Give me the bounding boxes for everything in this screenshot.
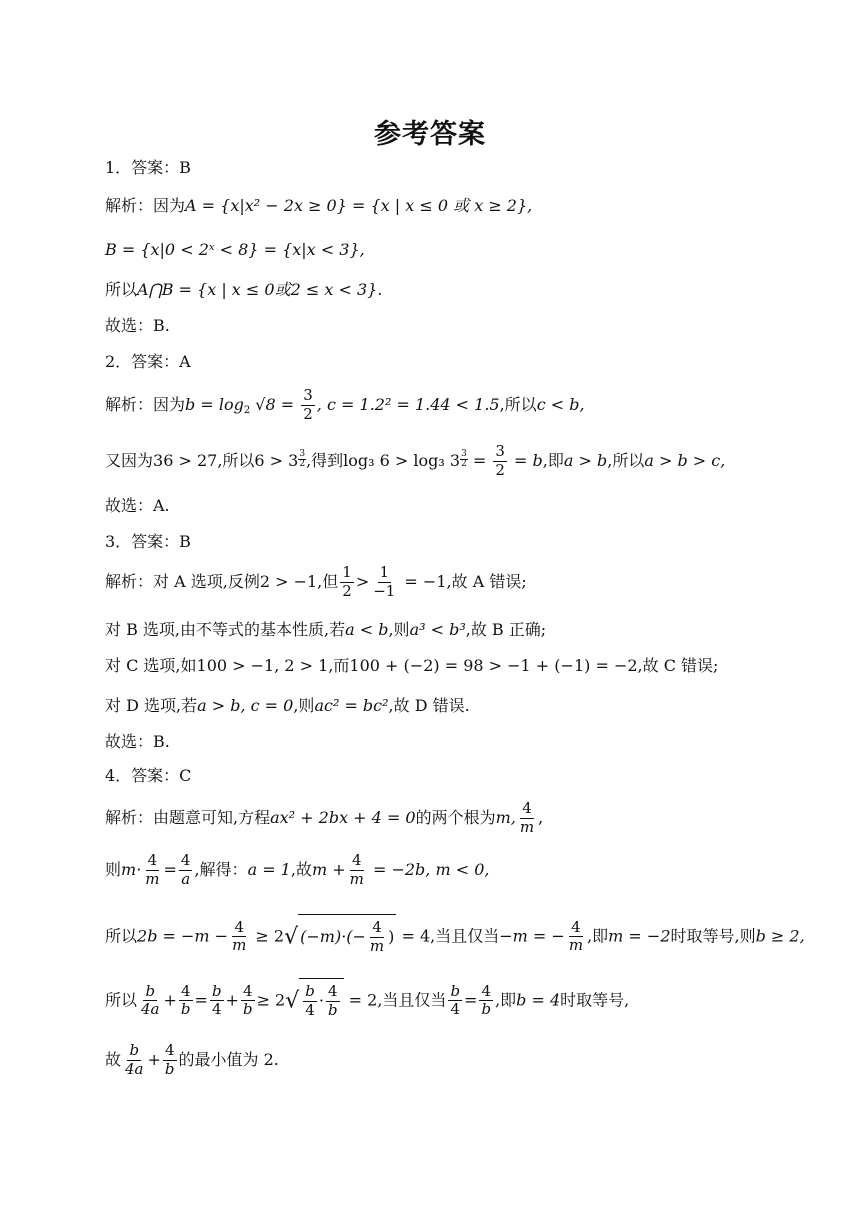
math: m +	[311, 860, 346, 879]
q2-answer: 2．答案：A	[105, 352, 191, 371]
q4-analysis-line3	[105, 914, 805, 960]
math: , c = 1.2² = 1.44 < 1.5	[316, 394, 500, 414]
fraction: $\frac{3}{2}$	[495, 442, 505, 479]
text: 对 B 选项,由不等式的基本性质,若	[105, 620, 346, 639]
text: ,即	[542, 451, 564, 470]
text: ,故	[290, 860, 312, 879]
fraction: $\frac{b}{4a}$	[141, 981, 160, 1019]
math: m = −2	[608, 926, 671, 946]
math-intersection: A⋂B = {x | x ≤ 0或2 ≤ x < 3}.	[137, 280, 383, 299]
math-set-b: B = {x|0 < 2ˣ < 8} = {x|x < 3},	[105, 240, 365, 259]
text: ,故 D 错误.	[388, 696, 470, 715]
q4-conclusion	[105, 1040, 279, 1080]
q1-analysis-line2	[105, 240, 365, 260]
text: ,所以	[217, 451, 255, 470]
text: 所以	[105, 280, 138, 299]
math: ≥ 2	[256, 990, 286, 1010]
q3-answer: 3．答案：B	[105, 532, 191, 551]
text: 解析：因为	[105, 196, 186, 215]
math: = −1	[399, 572, 447, 591]
math: a > b > c,	[644, 451, 726, 470]
q4-answer: 4．答案：C	[105, 766, 192, 785]
math: 2b = −m −	[137, 926, 229, 946]
q4-analysis-line4	[105, 978, 629, 1024]
text: 则	[105, 860, 122, 879]
fraction: $\frac{4}{b}$	[164, 1041, 175, 1078]
text: ,而	[328, 656, 350, 675]
fraction: $\frac{b}{4}$	[211, 981, 222, 1019]
page-title: 参考答案	[374, 119, 486, 150]
math: = b	[508, 451, 543, 470]
math: m·	[121, 860, 142, 879]
math: =	[163, 860, 177, 879]
text: ,解得：	[194, 860, 248, 879]
math: =	[194, 990, 208, 1010]
text: ,则	[293, 696, 315, 715]
math: b = log	[185, 394, 244, 414]
text: ,当且仅当	[430, 926, 500, 946]
math: = 4	[396, 926, 431, 946]
q3-conclusion: 故选：B.	[105, 732, 170, 751]
math: =	[464, 990, 478, 1010]
text: ,当且仅当	[377, 990, 447, 1010]
math: +	[147, 1050, 161, 1069]
math-expr: = {x | x ≤ 0 或 x ≥ 2},	[346, 196, 533, 215]
math: m,	[495, 808, 516, 827]
q3-analysis-line4	[105, 696, 470, 716]
math: = 2	[343, 990, 378, 1010]
fraction: $\frac{1}{2}$	[342, 563, 352, 600]
q1-conclusion: 故选：B.	[105, 316, 170, 335]
q2-conclusion: 故选：A.	[105, 496, 170, 515]
math: +	[225, 990, 239, 1010]
text: ,即	[495, 990, 517, 1010]
fraction: $\frac{4}{b}$	[242, 981, 253, 1019]
text: 时取等号,	[560, 990, 630, 1010]
text: 所以	[105, 926, 138, 946]
text: ,故 C 错误;	[637, 656, 719, 675]
text: 解析：对 A 选项,反例	[105, 572, 260, 591]
math: log₃ 6 > log₃ 3	[343, 451, 461, 470]
fraction: $\frac{4}{m}$	[568, 917, 584, 955]
fraction: $\frac{b}{4a}$	[125, 1041, 144, 1078]
math: ac² = bc²	[314, 696, 389, 715]
text: 故	[105, 1050, 122, 1069]
text: 的最小值为 2.	[178, 1050, 279, 1069]
q2-analysis-line2	[105, 444, 725, 479]
text: 对 C 选项,如	[105, 656, 197, 675]
math: 2 > −1	[259, 572, 318, 591]
fraction: $\frac{4}{a}$	[180, 851, 191, 888]
q2-analysis-line1	[105, 388, 585, 427]
text: 又因为	[105, 451, 154, 470]
fraction: $\frac{4}{m}$	[145, 851, 160, 888]
fraction: $\frac{3}{2}$	[303, 386, 313, 423]
math: = −2b, m < 0,	[367, 860, 490, 879]
text: 对 D 选项,若	[105, 696, 198, 715]
math: a³ < b³	[409, 620, 466, 639]
math: 6 > 3	[254, 451, 299, 470]
fraction: $\frac{1}{-1}$	[373, 563, 396, 600]
fraction: $\frac{4}{m}$	[232, 917, 247, 955]
text: ,故 A 错误;	[446, 572, 527, 591]
math: b ≥ 2,	[755, 926, 805, 946]
math: √8 =	[250, 394, 295, 414]
math: 100 + (−2) = 98 > −1 + (−1) = −2	[349, 656, 638, 675]
math: a > b, c = 0	[197, 696, 294, 715]
sqrt-icon: √ (−m)·(− $\frac{4}{m}$ )	[284, 914, 396, 960]
text: ,即	[587, 926, 609, 946]
text: ,得到	[306, 451, 344, 470]
q1-answer: 1．答案：B	[105, 158, 191, 177]
q4-analysis-line1: 解析：由题意可知,方程ax² + 2bx + 4 = 0的两个根为m, $\frac{4}{m}$ ,	[105, 799, 544, 836]
math-set-a: A = {x|x² − 2x ≥ 0}	[185, 196, 347, 215]
text: 解析：由题意可知,方程	[105, 808, 271, 827]
fraction: $\frac{4}{m}$	[519, 799, 535, 836]
math: +	[163, 990, 177, 1010]
exponent-fraction: $\frac{3}{2}$	[461, 449, 467, 469]
fraction: $\frac{4}{b}$	[180, 981, 191, 1019]
text: ,故 B 正确;	[465, 620, 547, 639]
math: c < b,	[536, 394, 585, 414]
text: ,所以	[499, 394, 537, 414]
exponent-fraction: $\frac{3}{2}$	[299, 449, 306, 469]
q3-analysis-line3	[105, 656, 718, 676]
text: ,但	[317, 572, 339, 591]
q1-analysis-line3	[105, 280, 382, 300]
sqrt-icon: √ $\frac{b}{4}$ · $\frac{4}{b}$	[285, 978, 343, 1024]
text: ,则	[388, 620, 410, 639]
math: −m = −	[499, 926, 565, 946]
q1-analysis-line1	[105, 196, 532, 216]
math: =	[467, 451, 487, 470]
math: 36 > 27	[153, 451, 218, 470]
math: a > b	[563, 451, 608, 470]
text: 解析：因为	[105, 394, 186, 414]
text: 所以	[105, 990, 138, 1010]
math: a < b	[345, 620, 389, 639]
math: b = 4	[516, 990, 561, 1010]
fraction: $\frac{b}{4}$	[450, 981, 461, 1019]
math: 100 > −1, 2 > 1	[196, 656, 329, 675]
q3-analysis-line2	[105, 620, 546, 640]
fraction: $\frac{4}{b}$	[481, 981, 492, 1019]
math: ≥ 2	[250, 926, 285, 946]
q3-analysis-line1: 解析：对 A 选项,反例2 > −1,但 $\frac{1}{2}$ > $\frac{1}{-1}$ = −1,故 A 错误;	[105, 563, 527, 600]
fraction: $\frac{4}{m}$	[349, 851, 364, 888]
math-sub: 2	[243, 404, 251, 416]
q4-analysis-line2	[105, 852, 489, 888]
math: a = 1	[247, 860, 291, 879]
text: ,所以	[607, 451, 645, 470]
text: 的两个根为	[415, 808, 496, 827]
text: 时取等号,则	[670, 926, 756, 946]
math: ax² + 2bx + 4 = 0	[270, 808, 416, 827]
